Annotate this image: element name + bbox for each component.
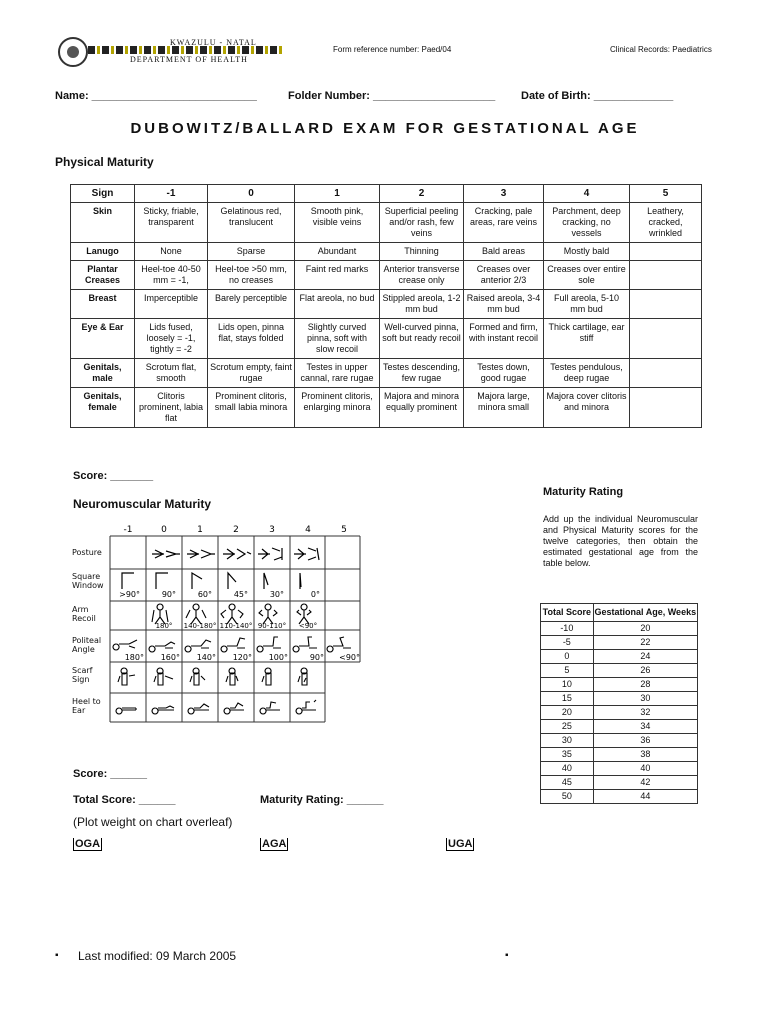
pm-col-header: 5 bbox=[630, 185, 702, 203]
arm-recoil-angle: 180° bbox=[155, 622, 173, 630]
pm-cell[interactable]: Cracking, pale areas, rare veins bbox=[464, 203, 544, 243]
table-row bbox=[541, 664, 698, 678]
name-field[interactable]: Name: ___________________________ bbox=[55, 90, 257, 102]
neuromuscular-heading: Neuromuscular Maturity bbox=[73, 497, 212, 511]
pm-cell[interactable]: Prominent clitoris, small labia minora bbox=[208, 388, 295, 428]
row-label-popliteal-angle: Politeal Angle bbox=[72, 636, 102, 654]
pm-cell[interactable]: Majora cover clitoris and minora bbox=[544, 388, 630, 428]
pm-col-header: 3 bbox=[464, 185, 544, 203]
pm-cell[interactable]: Testes descending, few rugae bbox=[380, 359, 464, 388]
footer-bullet: ▪ bbox=[55, 950, 59, 961]
folder-number-field[interactable]: Folder Number: ____________________ bbox=[288, 90, 496, 102]
nm-col-header: -1 bbox=[123, 525, 133, 535]
pm-cell[interactable]: Well-curved pinna, soft but ready recoil bbox=[380, 319, 464, 359]
table-row bbox=[541, 776, 698, 790]
pm-cell[interactable]: Scrotum flat, smooth bbox=[135, 359, 208, 388]
pm-cell[interactable]: Superficial peeling and/or rash, few veins bbox=[380, 203, 464, 243]
pm-cell[interactable]: Scrotum empty, faint rugae bbox=[208, 359, 295, 388]
table-row bbox=[541, 706, 698, 720]
pm-cell[interactable]: Heel-toe >50 mm, no creases bbox=[208, 261, 295, 290]
table-row bbox=[541, 678, 698, 692]
pm-cell[interactable]: Testes down, good rugae bbox=[464, 359, 544, 388]
date-of-birth-field[interactable]: Date of Birth: _____________ bbox=[521, 90, 674, 102]
last-modified: Last modified: 09 March 2005 bbox=[78, 949, 237, 963]
pm-cell[interactable]: Raised areola, 3-4 mm bud bbox=[464, 290, 544, 319]
square-window-angle: 45° bbox=[233, 590, 248, 599]
total-score-cell: 30 bbox=[541, 734, 594, 748]
total-score-field[interactable]: Total Score: ______ bbox=[73, 794, 176, 806]
pm-sign: Eye & Ear bbox=[71, 319, 135, 359]
pm-cell[interactable]: Prominent clitoris, enlarging minora bbox=[295, 388, 380, 428]
pm-cell[interactable]: Clitoris prominent, labia flat bbox=[135, 388, 208, 428]
total-score-cell: 40 bbox=[541, 762, 594, 776]
row-label-arm-recoil: Arm Recoil bbox=[72, 605, 96, 623]
pm-cell[interactable]: Full areola, 5-10 mm bud bbox=[544, 290, 630, 319]
pm-col-header: 1 bbox=[295, 185, 380, 203]
footer-bullet-right: ▪ bbox=[505, 950, 509, 961]
table-row bbox=[71, 388, 702, 428]
form-reference: Form reference number: Paed/04 bbox=[333, 45, 452, 54]
pm-cell[interactable]: Creases over anterior 2/3 bbox=[464, 261, 544, 290]
clinical-records-label: Clinical Records: Paediatrics bbox=[610, 45, 712, 54]
gestational-age-cell: 34 bbox=[593, 720, 697, 734]
row-label-square-window: Square Window bbox=[72, 572, 104, 590]
table-row bbox=[541, 636, 698, 650]
pm-cell[interactable]: Stippled areola, 1-2 mm bud bbox=[380, 290, 464, 319]
pm-col-header: Sign bbox=[71, 185, 135, 203]
square-window-angle: 0° bbox=[310, 590, 320, 599]
neuromuscular-score-field[interactable]: Score: ______ bbox=[73, 768, 147, 780]
pm-sign: Lanugo bbox=[71, 243, 135, 261]
pm-cell[interactable]: Mostly bald bbox=[544, 243, 630, 261]
total-score-cell: 15 bbox=[541, 692, 594, 706]
department-logo bbox=[58, 37, 288, 65]
popliteal-angle: 140° bbox=[196, 653, 216, 662]
pm-cell[interactable]: Slightly curved pinna, soft with slow recoil bbox=[295, 319, 380, 359]
total-score-cell: 10 bbox=[541, 678, 594, 692]
arm-recoil-figures bbox=[152, 604, 311, 624]
pm-col-header: 4 bbox=[544, 185, 630, 203]
maturity-rating-field[interactable]: Maturity Rating: ______ bbox=[260, 794, 384, 806]
nm-col-header: 5 bbox=[341, 525, 347, 535]
pm-cell[interactable]: Abundant bbox=[295, 243, 380, 261]
pm-cell[interactable]: Anterior transverse crease only bbox=[380, 261, 464, 290]
popliteal-angle: 100° bbox=[268, 653, 288, 662]
pm-sign: Genitals, female bbox=[71, 388, 135, 428]
pm-cell[interactable]: Heel-toe 40-50 mm = -1, bbox=[135, 261, 208, 290]
total-score-cell: 20 bbox=[541, 706, 594, 720]
table-row bbox=[541, 762, 698, 776]
arm-recoil-angle: 140-180° bbox=[183, 622, 217, 630]
gestational-age-cell: 28 bbox=[593, 678, 697, 692]
nm-col-header: 3 bbox=[269, 525, 275, 535]
pm-sign: Genitals, male bbox=[71, 359, 135, 388]
popliteal-angle: 120° bbox=[232, 653, 252, 662]
nm-col-header: 4 bbox=[305, 525, 311, 535]
pm-col-header: -1 bbox=[135, 185, 208, 203]
square-window-angle: >90° bbox=[119, 590, 140, 599]
popliteal-angle: 160° bbox=[160, 653, 180, 662]
pm-cell[interactable] bbox=[630, 319, 702, 359]
crest-icon bbox=[58, 37, 88, 67]
page-title: DUBOWITZ/BALLARD EXAM FOR GESTATIONAL AGE bbox=[130, 120, 640, 137]
popliteal-angle: 180° bbox=[124, 653, 144, 662]
outcome-aga[interactable]: AGA bbox=[262, 838, 287, 850]
pm-sign: Plantar Creases bbox=[71, 261, 135, 290]
table-row bbox=[541, 720, 698, 734]
physical-maturity-table bbox=[70, 184, 702, 428]
table-row bbox=[71, 319, 702, 359]
row-label-heel-to-ear: Heel to Ear bbox=[72, 697, 101, 715]
pm-cell[interactable]: Creases over entire sole bbox=[544, 261, 630, 290]
pm-cell[interactable] bbox=[630, 388, 702, 428]
pm-cell[interactable]: Majora large, minora small bbox=[464, 388, 544, 428]
nm-col-header: 0 bbox=[161, 525, 167, 535]
square-window-angle: 90° bbox=[161, 590, 176, 599]
pm-cell[interactable]: Imperceptible bbox=[135, 290, 208, 319]
total-score-cell: 35 bbox=[541, 748, 594, 762]
col-gestational-age: Gestational Age, Weeks bbox=[593, 604, 697, 622]
square-window-angle: 30° bbox=[269, 590, 284, 599]
total-score-cell: 25 bbox=[541, 720, 594, 734]
nm-col-header: 2 bbox=[233, 525, 239, 535]
square-window-figures bbox=[122, 573, 301, 589]
gestational-age-cell: 20 bbox=[593, 622, 697, 636]
pm-cell[interactable]: Bald areas bbox=[464, 243, 544, 261]
pm-cell[interactable]: Parchment, deep cracking, no vessels bbox=[544, 203, 630, 243]
pm-col-header: 2 bbox=[380, 185, 464, 203]
plot-weight-note: (Plot weight on chart overleaf) bbox=[73, 815, 233, 829]
table-row bbox=[71, 243, 702, 261]
table-row bbox=[541, 748, 698, 762]
table-row bbox=[541, 650, 698, 664]
total-score-cell: 45 bbox=[541, 776, 594, 790]
pm-cell[interactable]: Majora and minora equally prominent bbox=[380, 388, 464, 428]
arm-recoil-angle: <90° bbox=[298, 622, 318, 630]
nm-col-header: 1 bbox=[197, 525, 203, 535]
posture-figures bbox=[152, 548, 319, 560]
pm-sign: Skin bbox=[71, 203, 135, 243]
pm-cell[interactable]: Leathery, cracked, wrinkled bbox=[630, 203, 702, 243]
table-row bbox=[71, 290, 702, 319]
popliteal-figures bbox=[113, 637, 351, 652]
maturity-rating-table bbox=[540, 603, 698, 804]
pm-cell[interactable]: Faint red marks bbox=[295, 261, 380, 290]
row-label-posture: Posture bbox=[72, 548, 102, 557]
outcome-oga[interactable]: OGA bbox=[75, 838, 101, 850]
pm-cell[interactable]: Gelatinous red, translucent bbox=[208, 203, 295, 243]
pm-cell[interactable]: Sparse bbox=[208, 243, 295, 261]
gestational-age-cell: 36 bbox=[593, 734, 697, 748]
gestational-age-cell: 24 bbox=[593, 650, 697, 664]
pm-cell[interactable]: Lids fused, loosely = -1, tightly = -2 bbox=[135, 319, 208, 359]
table-row bbox=[71, 261, 702, 290]
gestational-age-cell: 26 bbox=[593, 664, 697, 678]
neuromuscular-chart bbox=[70, 522, 365, 727]
gestational-age-cell: 44 bbox=[593, 790, 697, 804]
arm-recoil-angle: 110-140° bbox=[219, 622, 253, 630]
table-row bbox=[541, 622, 698, 636]
logo-text-top: KWAZULU - NATAL bbox=[170, 38, 257, 47]
pm-cell[interactable]: Lids open, pinna flat, stays folded bbox=[208, 319, 295, 359]
gestational-age-cell: 38 bbox=[593, 748, 697, 762]
pm-cell[interactable]: Testes pendulous, deep rugae bbox=[544, 359, 630, 388]
gestational-age-cell: 22 bbox=[593, 636, 697, 650]
table-row bbox=[71, 359, 702, 388]
total-score-cell: -10 bbox=[541, 622, 594, 636]
pm-cell[interactable]: Thinning bbox=[380, 243, 464, 261]
pm-cell[interactable]: Smooth pink, visible veins bbox=[295, 203, 380, 243]
outcome-uga[interactable]: UGA bbox=[448, 838, 473, 850]
col-total-score: Total Score bbox=[541, 604, 594, 622]
total-score-cell: 0 bbox=[541, 650, 594, 664]
pm-cell[interactable]: Barely perceptible bbox=[208, 290, 295, 319]
table-row bbox=[71, 203, 702, 243]
pm-cell[interactable]: Sticky, friable, transparent bbox=[135, 203, 208, 243]
total-score-cell: 50 bbox=[541, 790, 594, 804]
physical-score-field[interactable]: Score: _______ bbox=[73, 470, 154, 482]
popliteal-angle: <90° bbox=[339, 653, 360, 662]
pm-cell[interactable]: Flat areola, no bud bbox=[295, 290, 380, 319]
pm-cell[interactable]: Testes in upper cannal, rare rugae bbox=[295, 359, 380, 388]
logo-text-bottom: DEPARTMENT OF HEALTH bbox=[130, 55, 248, 64]
table-row bbox=[541, 790, 698, 804]
pm-cell[interactable]: Thick cartilage, ear stiff bbox=[544, 319, 630, 359]
row-label-scarf-sign: Scarf Sign bbox=[72, 666, 93, 684]
logo-pattern-band bbox=[88, 46, 284, 54]
physical-maturity-heading: Physical Maturity bbox=[55, 155, 154, 169]
gestational-age-cell: 40 bbox=[593, 762, 697, 776]
table-row bbox=[541, 734, 698, 748]
popliteal-angle: 90° bbox=[309, 653, 324, 662]
maturity-rating-heading: Maturity Rating bbox=[543, 486, 624, 498]
pm-cell[interactable] bbox=[630, 243, 702, 261]
pm-cell[interactable] bbox=[630, 359, 702, 388]
pm-sign: Breast bbox=[71, 290, 135, 319]
pm-cell[interactable]: None bbox=[135, 243, 208, 261]
pm-cell[interactable] bbox=[630, 261, 702, 290]
table-row bbox=[541, 692, 698, 706]
square-window-angle: 60° bbox=[197, 590, 212, 599]
total-score-cell: 5 bbox=[541, 664, 594, 678]
pm-cell[interactable] bbox=[630, 290, 702, 319]
pm-col-header: 0 bbox=[208, 185, 295, 203]
gestational-age-cell: 42 bbox=[593, 776, 697, 790]
pm-cell[interactable]: Formed and firm, with instant recoil bbox=[464, 319, 544, 359]
arm-recoil-angle: 90-110° bbox=[257, 622, 287, 630]
maturity-rating-instructions: Add up the individual Neuromuscular and Physical Maturity scores for the twelve categories, then obtain the estimated gestational age from the table below. bbox=[543, 514, 698, 568]
gestational-age-cell: 32 bbox=[593, 706, 697, 720]
total-score-cell: -5 bbox=[541, 636, 594, 650]
gestational-age-cell: 30 bbox=[593, 692, 697, 706]
